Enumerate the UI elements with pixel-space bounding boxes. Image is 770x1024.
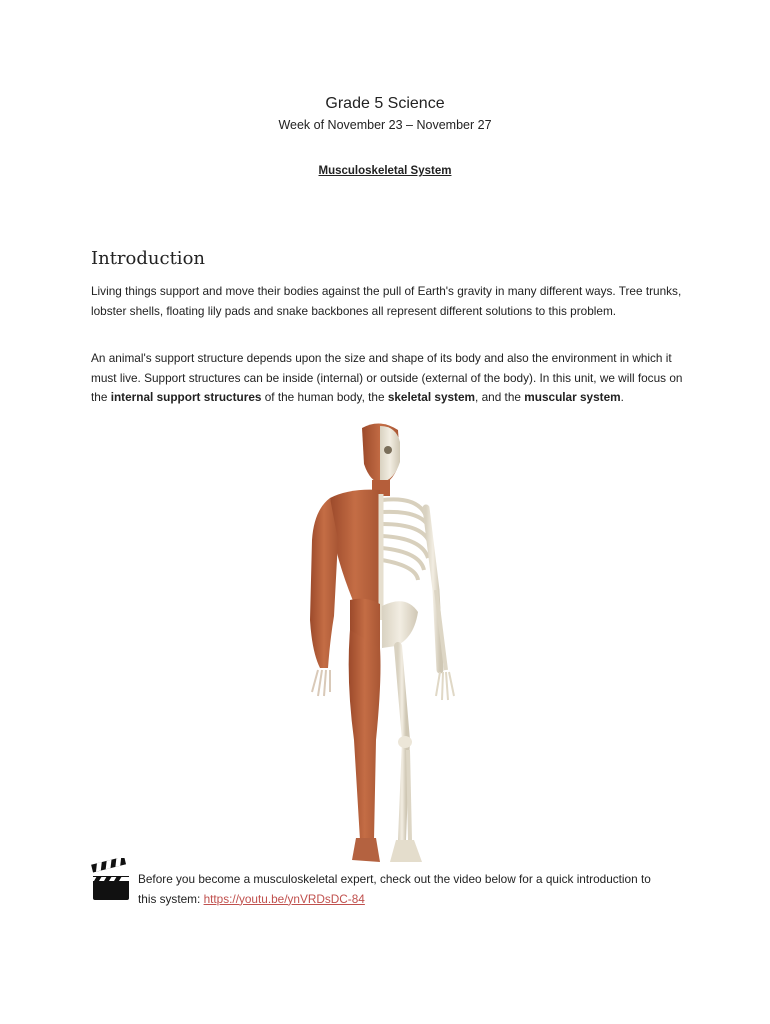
video-note-text: Before you become a musculoskeletal expert, check out the video below for a quick introduction to this system: — [138, 872, 651, 906]
topic-title: Musculoskeletal System — [318, 165, 452, 177]
musculoskeletal-figure-image — [290, 420, 470, 865]
section-heading-introduction: Introduction — [91, 248, 205, 269]
bold-muscular-system: muscular system — [524, 390, 621, 404]
bold-skeletal-system: skeletal system — [387, 390, 476, 404]
bold-internal-support: internal support structures — [110, 390, 262, 404]
document-title: Grade 5 Science — [325, 95, 445, 112]
paragraph-text: . — [620, 390, 624, 404]
paragraph-text: An animal's support structure depends upon the size and shape of its body and also the environment in which it must live. Support structures can be inside (internal) or outside (external of the body). In this unit, we will focus on the — [91, 351, 683, 404]
video-link[interactable]: https://youtu.be/ynVRDsDC-84 — [203, 891, 365, 906]
clapperboard-icon — [91, 858, 131, 902]
intro-paragraph-2 — [91, 349, 691, 408]
document-subtitle: Week of November 23 – November 27 — [278, 118, 492, 132]
video-note — [138, 870, 658, 909]
intro-paragraph-1: Living things support and move their bodies against the pull of Earth's gravity in many different ways. Tree trunks, lobster shells, floating lily pads and snake backbones all represent different solutions to this problem. — [91, 284, 682, 318]
paragraph-text: , and the — [475, 390, 525, 404]
paragraph-text: of the human body, the — [261, 390, 388, 404]
